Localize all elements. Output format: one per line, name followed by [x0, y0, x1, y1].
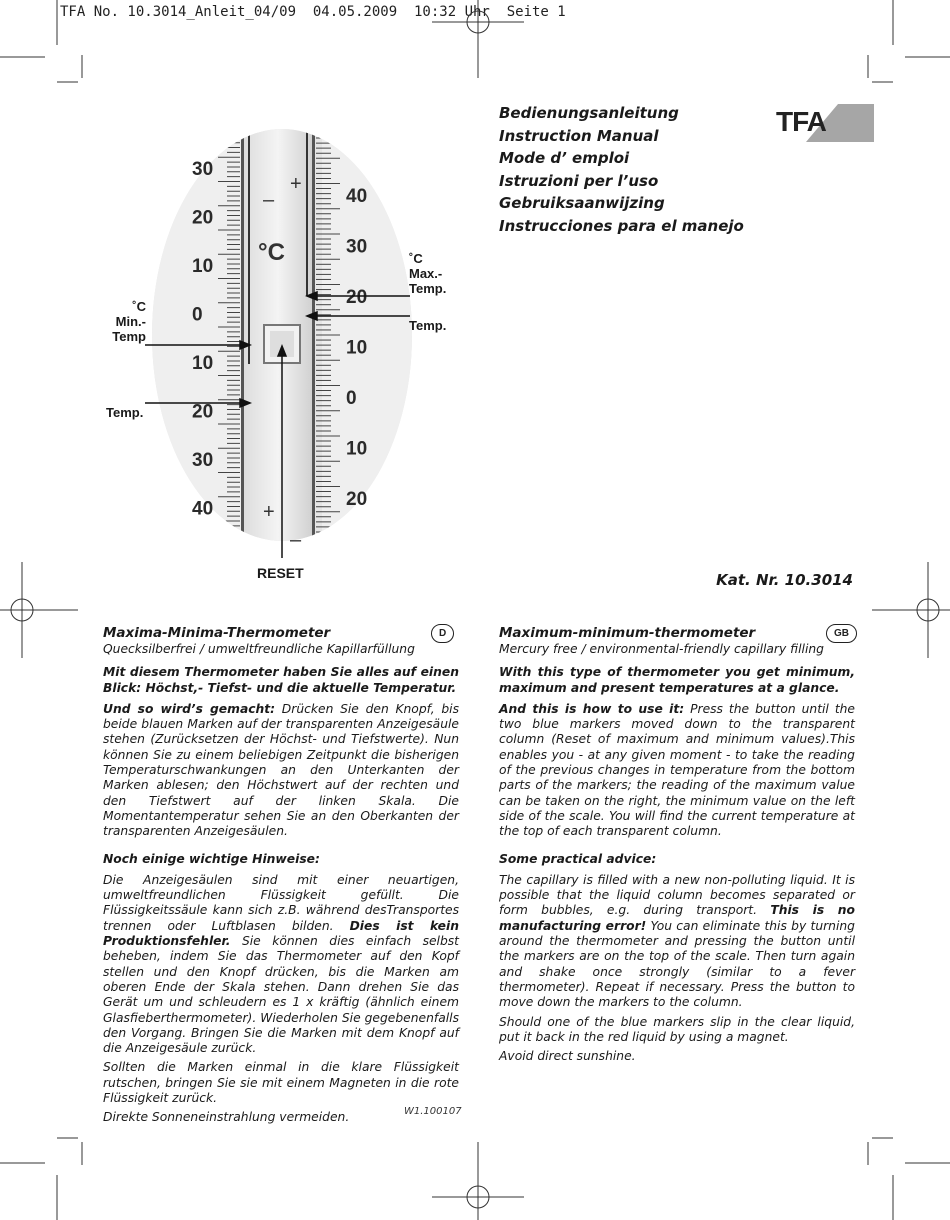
de-p1-b: Sie können dies einfach selbst beheben, indem Sie das Thermometer auf den Kopf stellen und den Knopf drücken, bis die Marken am oberen Ende der Skala stehen. Dann drehen Sie das Gerät um und schleudern es 1 x kräftig (ähnlich einem Glasfieberthermometer). Wiederholen Sie gegebenenfalls den Vorgang. Bringen Sie die Marken mit dem Knopf auf die Anzeigesäule zurück.	[103, 934, 459, 1056]
de-title: Maxima-Minima-Thermometer	[103, 625, 331, 641]
de-hints-title: Noch einige wichtige Hinweise:	[103, 851, 320, 866]
de-paragraph-1	[103, 873, 459, 1057]
left-scale-number: 0	[192, 304, 203, 326]
left-scale-number: 30	[192, 159, 214, 180]
de-howto-text: Drücken Sie den Knopf, bis beide blauen Marken auf der transparenten Anzeigesäule stehen (Zurücksetzen der Höchst- und Tiefstwerte). Nun können Sie zu einem beliebigen Zeitpunkt die bisherigen Temperaturschwankungen an den Unterkanten der Marken ablesen; den Höchstwert auf der rechten und den Tiefstwert auf der linken Skala. Die Momentantemperatur sehen Sie an den Oberkanten der transparenten Anzeigesäulen.	[103, 701, 459, 839]
right-scale-number: 30	[346, 236, 368, 258]
thermometer-image	[100, 128, 480, 598]
left-scale-number: 40	[192, 498, 214, 520]
thermometer-illustration	[100, 128, 480, 598]
right-scale-number: 10	[346, 337, 368, 359]
plus-sign-top: +	[290, 173, 302, 195]
title-fr: Mode d’ emploi	[499, 149, 630, 167]
left-scale-number: 10	[192, 256, 214, 277]
left-scale-number: 20	[192, 401, 214, 423]
right-scale-number: 40	[346, 186, 368, 207]
column-gb	[499, 625, 855, 1068]
de-p1-a: Die Anzeigesäulen sind mit einer neuartigen, umweltfreundlichen Flüssigkeit gefüllt. Die Flüssigkeitssäule kann sich z.B. während desTransportes trennen oder Luftblasen bilden.	[103, 872, 459, 933]
plus-sign-bottom: +	[263, 501, 275, 523]
tfa-logo	[776, 104, 874, 142]
language-badge-gb: GB	[826, 624, 857, 643]
catalog-number: Kat. Nr. 10.3014	[716, 571, 853, 589]
label-reset: RESET	[257, 565, 304, 581]
left-scale-number: 30	[192, 450, 214, 471]
left-scale-number: 20	[192, 207, 214, 229]
de-howto-label: Und so wird’s gemacht:	[103, 701, 276, 716]
left-scale-number: 10	[192, 353, 214, 374]
title-it: Istruzioni per l’uso	[499, 171, 659, 190]
title-en: Instruction Manual	[499, 126, 659, 145]
manual-titles	[499, 102, 744, 237]
gb-subtitle: Mercury free / environmental-friendly capillary filling	[499, 642, 824, 656]
right-scale-number: 0	[346, 388, 357, 409]
label-max-temp: ˚C Max.- Temp.	[409, 251, 447, 296]
unit-symbol: °C	[258, 239, 285, 266]
gb-p1-bold: This is no manufacturing error!	[499, 903, 855, 933]
minus-sign-top: –	[263, 189, 275, 211]
right-scale-number: 10	[346, 438, 368, 460]
de-lead: Mit diesem Thermometer haben Sie alles auf einen Blick: Höchst,- Tiefst- und die aktuelle Temperatur.	[103, 665, 459, 695]
label-temp-left: Temp.	[106, 405, 144, 420]
language-badge-de: D	[431, 624, 454, 643]
gb-hints-title: Some practical advice:	[499, 851, 657, 866]
gb-howto-text: Press the button until the two blue markers moved down to the transparent column (Reset of maximum and minimum values).This enables you - at any given moment - to take the reading of the previous changes in temperature from the bottom parts of the markers; the reading of the maximum value can be taken on the right, the minimum value on the left side of the scale. You will find the current temperature at the top of each transparent column.	[499, 701, 855, 839]
gb-paragraph-3: Avoid direct sunshine.	[499, 1049, 636, 1064]
gb-howto	[499, 702, 855, 840]
de-p1-bold: Dies ist kein Produktionsfehler.	[103, 918, 459, 949]
gb-paragraph-1	[499, 873, 855, 1011]
logo-text: TFA	[776, 106, 826, 137]
label-temp-right: Temp.	[409, 318, 447, 333]
print-header: TFA No. 10.3014_Anleit_04/09 04.05.2009 10:32 Uhr Seite 1	[60, 4, 566, 20]
document-code: W1.100107	[404, 1106, 462, 1117]
title-es: Instrucciones para el manejo	[499, 216, 744, 235]
gb-title: Maximum-minimum-thermometer	[499, 625, 756, 641]
title-de: Bedienungsanleitung	[499, 104, 679, 122]
de-howto	[103, 702, 459, 840]
right-scale-number: 20	[346, 489, 368, 510]
title-nl: Gebruiksaanwijzing	[499, 194, 665, 212]
gb-lead: With this type of thermometer you get minimum, maximum and present temperatures at a glance.	[499, 665, 855, 695]
de-paragraph-2: Sollten die Marken einmal in die klare Flüssigkeit rutschen, bringen Sie sie mit einem Magneten in die rote Flüssigkeit zurück.	[103, 1060, 459, 1106]
gb-howto-label: And this is how to use it:	[499, 701, 685, 716]
minus-sign-bottom: –	[290, 529, 302, 551]
right-scale-number: 20	[346, 287, 368, 308]
gb-p1-a: The capillary is filled with a new non-polluting liquid. It is possible that the liquid column becomes separated or form bubbles, e.g. during transport.	[499, 872, 855, 918]
gb-paragraph-2: Should one of the blue markers slip in the clear liquid, put it back in the red liquid by using a magnet.	[499, 1014, 855, 1044]
de-paragraph-3: Direkte Sonneneinstrahlung vermeiden.	[103, 1110, 350, 1125]
column-de	[103, 625, 459, 1130]
gb-p1-b: You can eliminate this by turning around the thermometer and pressing the button until the markers are on the top of the scale. Then turn again and shake once strongly (similar to a fever thermometer). Repeat if necessary. Press the button to move down the markers to the column.	[499, 918, 855, 1010]
label-min-temp: ˚C Min.- Temp	[112, 299, 146, 344]
de-subtitle: Quecksilberfrei / umweltfreundliche Kapillarfüllung	[103, 642, 415, 656]
